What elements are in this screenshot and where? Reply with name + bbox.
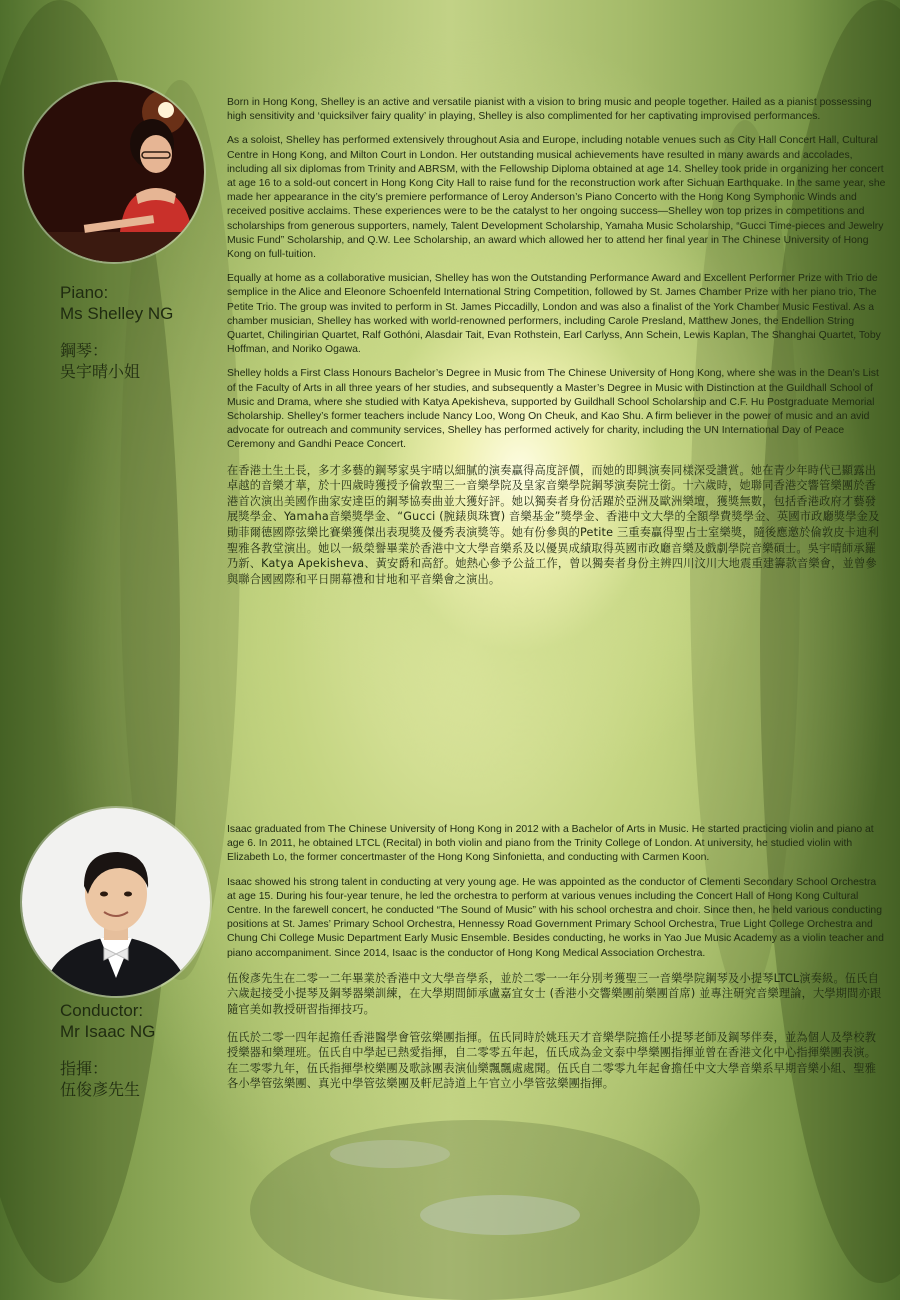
shelley-name-zh: 吳宇晴小姐 [60, 362, 141, 381]
bio-paragraph: Born in Hong Kong, Shelley is an active and versatile pianist with a vision to bring music and people together. Hailed as a pianist possessing high sensitivity and ‘quicksilver fairy quality’ in playing, Shelley is also complimented for her captivating improvised performances. [227, 97, 872, 123]
shelley-portrait [24, 82, 204, 262]
isaac-name: Mr Isaac NG [60, 1022, 156, 1041]
bio-paragraph: Isaac graduated from The Chinese University of Hong Kong in 2012 with a Bachelor of Arts in Music. He started practicing violin and piano at age 6. In 2011, he obtained LTCL (Recital) in both violin and piano from the Trinity College of London. At university, he studied violin with Elizabeth Lo, the former concertmaster of the Hong Kong Sinfonietta, and conducting with Carmen Koon. [227, 824, 874, 864]
bio-paragraph: Shelley holds a First Class Honours Bachelor’s Degree in Music from The Chinese University of Hong Kong, where she was in the Dean’s List of the Faculty of Arts in all three years of her studies, and subsequently a Master’s Degree in Music with Distinction at the Guildhall School of Music and Drama, where she studied with Katya Apekisheva, supported by Guildhall School Scholarship and C.F. Hu Postgraduate Memorial Scholarship. Shelley’s former teachers include Nancy Loo, Wong On Cheuk, and Kao Shu. A firm believer in the power of music and an avid advocate for outreach and community services, Shelley has performed actively for charity, including the UN International Day of Peace Ceremony and Gandhi Peace Concert. [227, 368, 879, 451]
shelley-role-zh: 鋼琴： [60, 341, 109, 360]
isaac-role: Conductor: [60, 1001, 144, 1020]
isaac-biography [227, 823, 887, 1104]
bio-paragraph-zh: 在香港土生土長，多才多藝的鋼琴家吳宇晴以細膩的演奏贏得高度評價，而她的即興演奏同樣深受讚賞。她在青少年時代已顯露出卓越的音樂才華，於十四歲時獲授予倫敦聖三一音樂學院及皇家音樂學院鋼琴演奏院士銜。十六歲時，她聯同香港交響管樂團於香港首次演出美國作曲家安達臣的鋼琴協奏曲並大獲好評。她以獨奏者身份活躍於亞洲及歐洲樂壇，獲獎無數，包括香港政府才藝發展獎學金、Yamaha音樂獎學金、“Gucci (腕錶與珠寶) 音樂基金”獎學金、香港中文大學的全額學費獎學金、英國市政廳獎學金及勛菲爾德國際弦樂比賽樂獲傑出表現獎及優秀表演獎等。她有份參與的Petite 三重奏贏得聖占士室樂獎，隨後應邀於倫敦皮卡迪利聖雅各教堂演出。她以一級榮譽畢業於香港中文大學音樂系及以優異成績取得英國市政廳音樂及戲劇學院音樂碩士。吳宇晴師承羅乃新、Katya Apekisheva、黃安爵和高舒。她熱心參予公益工作，曾以獨奏者身份主辨四川汶川大地震重建籌款音樂會，並曾參與聯合國國際和平日開幕禮和甘地和平音樂會之演出。 [227, 463, 880, 586]
isaac-portrait [22, 808, 210, 996]
isaac-caption [60, 1000, 155, 1100]
shelley-name: Ms Shelley NG [60, 304, 174, 323]
isaac-role-zh: 指揮： [60, 1059, 109, 1078]
shelley-role: Piano: [60, 283, 109, 302]
bio-paragraph: Equally at home as a collaborative musician, Shelley has won the Outstanding Performance Award and Excellent Performer Prize with Trio de semplice in the Alice and Eleonore Schoenfeld International String Competition, followed by St. James Chamber Prize with her piano trio, The Petite Trio. The group was invited to perform in St. James Piccadilly, London and was also a finalist of the York Chamber Music Festival. As a chamber musician, Shelley has worked with world-renowned performers, including Carole Presland, Matthew Jones, the Endellion String Quartet, Chilingirian Quartet, Ralf Gothóni, Alasdair Tait, Evan Rothstein, Earl Carlyss, Ann Schein, Lewis Kaplan, The Shanghai Quartet, Toby Hoffman, and Noriko Ogawa. [227, 273, 881, 356]
bio-paragraph-zh: 伍氏於二零一四年起擔任香港醫學會管弦樂團指揮。伍氏同時於姚珏天才音樂學院擔任小提琴老師及鋼琴伴奏，並為個人及學校教授樂器和樂理班。伍氏自中學起已熱愛指揮，自二零零五年起，伍氏成為金文泰中學樂團指揮並曾在香港文化中心指揮樂團表演。在二零零九年，伍氏指揮學校樂團及歌詠團表演仙樂飄飄處處聞。伍氏自二零零九年起會擔任中文大學音樂系早期音樂小組、聖雅各小學管弦樂團、真光中學管弦樂團及軒尼詩道上午官立小學管弦樂團指揮。 [227, 1030, 877, 1091]
bio-paragraph-zh: 伍俊彥先生在二零一二年畢業於香港中文大學音學系，並於二零一一年分別考獲聖三一音樂學院鋼琴及小提琴LTCL演奏級。伍氏自六歲起接受小提琴及鋼琴器樂訓練，在大學期間師承盧嘉宜女士 (香港小交響樂團前樂團首席) 並專注研究音樂理論，大學期間亦跟隨官美如教授研習指揮技巧。 [227, 971, 882, 1017]
isaac-name-zh: 伍俊彥先生 [60, 1080, 141, 1099]
shelley-photo-image [24, 82, 204, 262]
isaac-photo-image [22, 808, 210, 996]
bio-paragraph: Isaac showed his strong talent in conducting at very young age. He was appointed as the conductor of Clementi Secondary School Orchestra at age 15. During his four-year tenure, he led the orchestra to perform at various venues including the Concert Hall of Hong Kong Cultural Centre. In the farewell concert, he conducted “The Sound of Music” with his school orchestra and choir. Since then, he held various conducting positions at St. James’ Primary School Orchestra, Hennessy Road Government Primary School Orchestra, True Light College Orchestra and Chung Chi College Music Department Early Music Ensemble. Besides conducting, he works in Yao Jue Music Academy as a violin teacher and piano accompaniment. Since 2014, Isaac is the conductor of Hong Kong Medical Association Orchestra. [227, 876, 884, 959]
shelley-caption [60, 282, 173, 382]
bio-paragraph: As a soloist, Shelley has performed extensively throughout Asia and Europe, including notable venues such as City Hall Concert Hall, Cultural Centre in Hong Kong, and Milton Court in London. Her outstanding musical achievements have resulted in many awards and accolades, including all six diplomas from Trinity and ABRSM, with the Fellowship Diploma obtained at age 14. Shelley took pride in organizing her concert at age 16 to a sold-out concert in Hong Kong City Hall to raise fund for the reconstruction work after Sichuan Earthquake. In the same year, she made her appearance in the city’s premiere performance of Leroy Anderson’s Piano Concerto with the Hong Kong Symphonic Winds and received positive acclaims. These experiences were to be the catalyst to her ongoing success—Shelley won top prizes in competitions and scholarships from generous supporters, namely, Talent Development Scholarship, Yamaha Music Scholarship, “Gucci Time-pieces and Jewelry Music Fund” Scholarship, and Q.W. Lee Scholarship, an award which allowed her to attend her final year in The Chinese University of Hong Kong on full-tuition. [227, 135, 886, 261]
shelley-biography [227, 96, 887, 599]
